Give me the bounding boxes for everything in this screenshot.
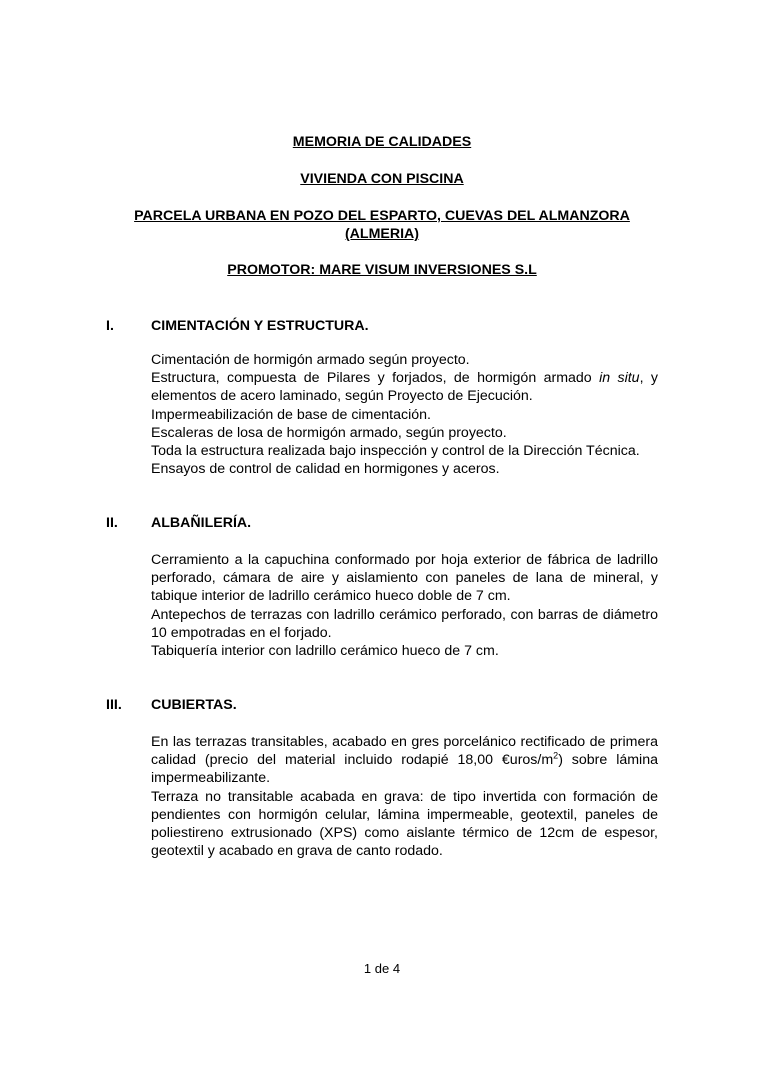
page-number: 1 de 4 [363, 961, 401, 976]
paragraph: Cerramiento a la capuchina conformado por hoja exterior de fábrica de ladrillo perforado, cámara de aire y aislamiento con paneles de lana de mineral, y tabique interior de ladrillo cerámico hueco doble de 7 cm. [151, 552, 658, 605]
paragraph: Tabiquería interior con ladrillo cerámico hueco de 7 cm. [151, 643, 499, 660]
paragraph: Escaleras de losa de hormigón armado, según proyecto. [151, 424, 507, 441]
paragraph: Terraza no transitable acabada en grava: de tipo invertida con formación de pendientes con hormigón celular, lámina impermeable, geotextil, paneles de poliestireno extrusionado (XPS) como aislante térmico de 12cm de espesor, geotextil y acabado en grava de canto rodado. [151, 788, 658, 860]
section-number: III. [106, 697, 122, 713]
section-body [151, 351, 658, 478]
document-title: MEMORIA DE CALIDADES [292, 134, 472, 150]
section-title: ALBAÑILERÍA. [151, 515, 252, 531]
paragraph: Ensayos de control de calidad en hormigones y aceros. [151, 461, 500, 478]
section-number: I. [106, 318, 114, 334]
document-subtitle: VIVIENDA CON PISCINA [300, 171, 464, 187]
paragraph: Estructura, compuesta de Pilares y forjados, de hormigón armado in situ, y elementos de acero laminado, según Proyecto de Ejecución. [151, 370, 658, 405]
paragraph: Impermeabilización de base de cimentación. [151, 406, 431, 423]
paragraph: Cimentación de hormigón armado según proyecto. [151, 352, 470, 368]
section-title: CUBIERTAS. [151, 697, 237, 713]
paragraph: En las terrazas transitables, acabado en gres porcelánico rectificado de primera calidad (precio del material incluido rodapié 18,00 $€uros/m^2$) sobre lámina impermeabilizante. [151, 734, 658, 787]
paragraph: Toda la estructura realizada bajo inspección y control de la Dirección Técnica. [151, 443, 640, 460]
section-body [151, 733, 658, 860]
superscript: 2 [553, 750, 559, 761]
location-heading: PARCELA URBANA EN POZO DEL ESPARTO, CUEVAS DEL ALMANZORA (ALMERIA) [134, 208, 630, 242]
section-number: II. [106, 515, 118, 531]
promoter-heading: PROMOTOR: MARE VISUM INVERSIONES S.L [227, 262, 537, 278]
paragraph: Antepechos de terrazas con ladrillo cerámico perforado, con barras de diámetro 10 empotradas en el forjado. [151, 606, 658, 641]
italic-term: in situ [599, 370, 640, 387]
section-title: CIMENTACIÓN Y ESTRUCTURA. [151, 318, 369, 334]
section-body [151, 551, 658, 660]
